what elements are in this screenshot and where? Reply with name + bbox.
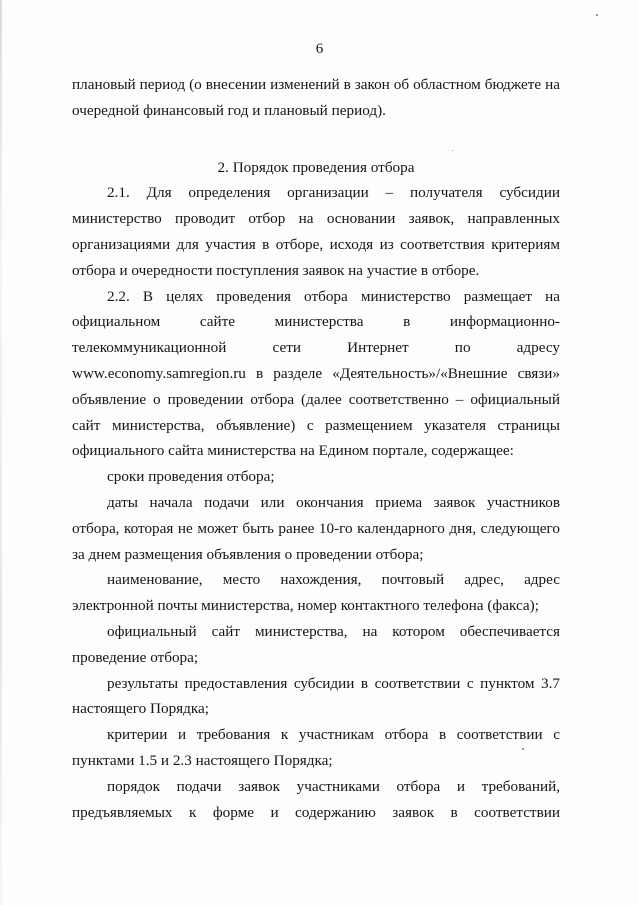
spacer bbox=[72, 124, 560, 155]
list-item-contacts bbox=[72, 567, 560, 619]
list-item-procedure bbox=[72, 774, 560, 826]
list-item-criteria bbox=[72, 722, 560, 774]
list-item-results bbox=[72, 671, 560, 723]
text-line: порядок подачи заявок участниками отбора и требований, bbox=[107, 777, 560, 795]
text-line: настоящего Порядка; bbox=[72, 700, 209, 718]
list-item-deadlines bbox=[72, 464, 560, 490]
text-line: объявление о проведении отбора (далее соответственно – официальный bbox=[72, 390, 560, 408]
text-line: предъявляемых к форме и содержанию заявок в соответствии bbox=[72, 803, 560, 821]
text-line: отбора и очередности поступления заявок на участие в отборе. bbox=[72, 261, 480, 279]
text-line: официального сайта министерства на Едином портале, содержащее: bbox=[72, 442, 514, 460]
list-item-website bbox=[72, 619, 560, 671]
text-line: отбора, которая не может быть ранее 10-го календарного дня, следующего bbox=[72, 519, 560, 537]
scan-speck bbox=[522, 748, 524, 750]
text-line: очередной финансовый год и плановый период). bbox=[72, 101, 386, 119]
text-line: официальном сайте министерства в информационно- bbox=[72, 313, 560, 331]
scan-speck bbox=[452, 150, 453, 151]
clause-2-1 bbox=[72, 180, 560, 283]
text-line: наименование, место нахождения, почтовый адрес, адрес bbox=[107, 571, 560, 589]
clause-2-2 bbox=[72, 284, 560, 465]
text-line: сроки проведения отбора; bbox=[107, 468, 275, 486]
text-line: организациями для участия в отборе, исходя из соответствия критериям bbox=[72, 235, 560, 253]
text-line: министерство проводит отбор на основании заявок, направленных bbox=[72, 210, 560, 228]
text-line: за днем размещения объявления о проведении отбора; bbox=[72, 545, 424, 563]
page-number: 6 bbox=[315, 41, 324, 57]
text-line: электронной почты министерства, номер контактного телефона (факса); bbox=[72, 597, 539, 615]
text-line: пунктами 1.5 и 2.3 настоящего Порядка; bbox=[72, 751, 333, 769]
text-line: даты начала подачи или окончания приема заявок участников bbox=[107, 493, 560, 511]
text-line: 2.2. В целях проведения отбора министерство размещает на bbox=[107, 287, 560, 305]
continuation-paragraph bbox=[72, 72, 560, 124]
scan-edge bbox=[0, 0, 2, 905]
document-body bbox=[72, 72, 560, 825]
list-item-dates bbox=[72, 490, 560, 567]
text-line: телекоммуникационной сети Интернет по адресу bbox=[72, 339, 560, 357]
text-line: проведение отбора; bbox=[72, 648, 199, 666]
text-line: сайт министерства, объявление) с размещением указателя страницы bbox=[72, 416, 560, 434]
scan-speck bbox=[596, 14, 598, 16]
text-line: результаты предоставления субсидии в соответствии с пунктом 3.7 bbox=[107, 674, 560, 692]
text-line: www.economy.samregion.ru в разделе «Деятельность»/«Внешние связи» bbox=[72, 364, 560, 382]
section-heading: 2. Порядок проведения отбора bbox=[217, 158, 415, 176]
text-line: критерии и требования к участникам отбора в соответствии с bbox=[107, 726, 560, 744]
text-line: плановый период (о внесении изменений в закон об областном бюджете на bbox=[72, 76, 560, 93]
text-line: 2.1. Для определения организации – получателя субсидии bbox=[107, 184, 560, 202]
text-line: официальный сайт министерства, на котором обеспечивается bbox=[107, 622, 560, 640]
